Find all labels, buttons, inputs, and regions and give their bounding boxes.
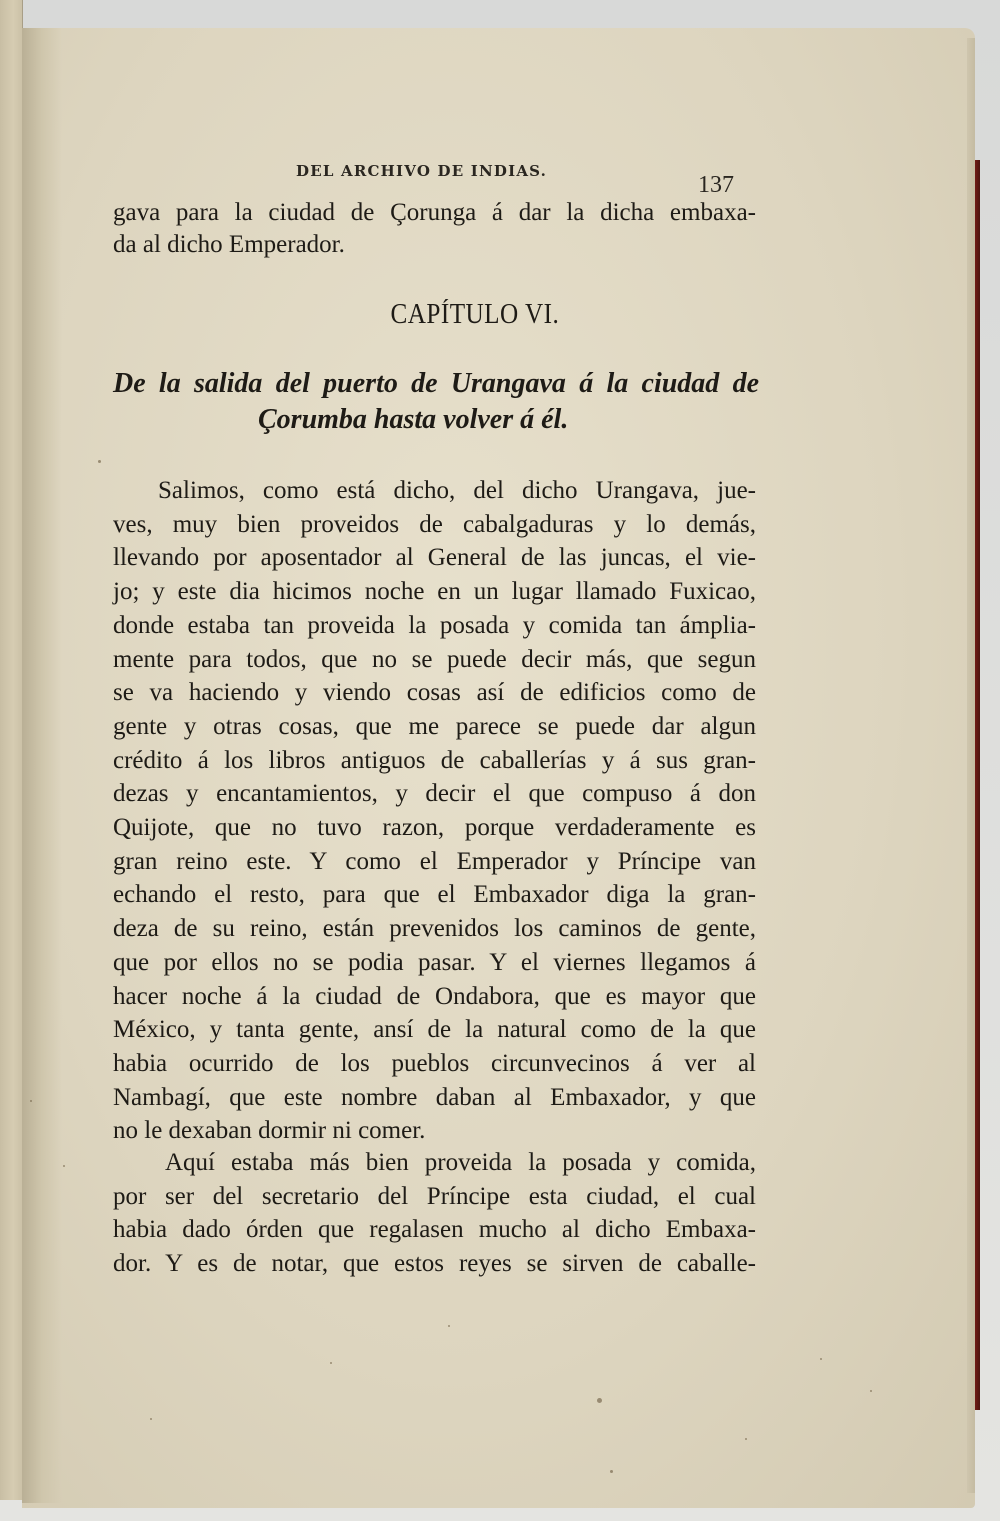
text-line: gava para la ciudad de Çorunga á dar la dicha embaxa- <box>113 199 756 226</box>
text-line: Salimos, como está dicho, del dicho Urangava, jue- <box>158 477 756 504</box>
text-line: ves, muy bien proveidos de cabalgaduras y lo demás, <box>113 510 756 538</box>
paper-speck <box>63 1165 65 1167</box>
paper-speck <box>150 1418 152 1420</box>
running-head: DEL ARCHIVO DE INDIAS. <box>296 162 548 180</box>
text-line: dezas y encantamientos, y decir el que compuso á don <box>113 780 756 808</box>
paper-speck <box>597 1398 602 1403</box>
text-line: echando el resto, para que el Embaxador diga la gran- <box>113 881 756 909</box>
paper-speck <box>30 1100 32 1102</box>
left-page-edge <box>0 0 23 1500</box>
text-line: se va haciendo y viendo cosas así de edificios como de <box>113 679 756 707</box>
text-line: deza de su reino, están prevenidos los caminos de gente, <box>113 915 756 943</box>
paper-speck <box>330 1362 332 1364</box>
text-line: crédito á los libros antiguos de caballerías y á sus gran- <box>113 746 756 774</box>
paper-speck <box>98 460 101 463</box>
text-line: gran reino este. Y como el Emperador y Príncipe van <box>113 847 756 875</box>
text-line: donde estaba tan proveida la posada y comida tan ámplia- <box>113 611 756 639</box>
paper-speck <box>448 1325 450 1327</box>
text-line: México, y tanta gente, ansí de la natural como de la que <box>113 1016 756 1044</box>
text-line: por ser del secretario del Príncipe esta ciudad, el cual <box>113 1182 756 1210</box>
chapter-title: CAPÍTULO VI. <box>390 299 560 330</box>
text-line: llevando por aposentador al General de las juncas, el vie- <box>113 544 756 572</box>
text-line: Quijote, que no tuvo razon, porque verdaderamente es <box>113 814 756 841</box>
text-line: Aquí estaba más bien proveida la posada y comida, <box>165 1149 756 1176</box>
paper-speck <box>870 1390 872 1392</box>
paper-speck <box>820 1358 822 1360</box>
text-line: gente y otras cosas, que me parece se puede dar algun <box>113 712 756 740</box>
page-number: 137 <box>698 172 734 198</box>
text-line: hacer noche á la ciudad de Ondabora, que es mayor que <box>113 982 756 1010</box>
chapter-subtitle-line: De la salida del puerto de Urangava á la ciudad de <box>113 368 759 399</box>
text-line: no le dexaban dormir ni comer. <box>113 1117 426 1145</box>
paper-speck <box>610 1470 613 1473</box>
text-line: habia ocurrido de los pueblos circunvecinos á ver al <box>113 1049 756 1077</box>
page-fore-edge <box>967 38 975 1493</box>
paper-speck <box>745 1438 747 1440</box>
text-line: dor. Y es de notar, que estos reyes se sirven de caballe- <box>113 1249 756 1277</box>
text-line: mente para todos, que no se puede decir más, que segun <box>113 645 756 673</box>
text-line: da al dicho Emperador. <box>113 231 345 258</box>
gutter-shadow <box>22 28 62 1503</box>
text-line: habia dado órden que regalasen mucho al dicho Embaxa- <box>113 1216 756 1243</box>
text-line: Nambagí, que este nombre daban al Embaxador, y que <box>113 1083 756 1111</box>
text-line: jo; y este dia hicimos noche en un lugar llamado Fuxicao, <box>113 578 756 606</box>
text-line: que por ellos no se podia pasar. Y el viernes llegamos á <box>113 948 756 976</box>
chapter-subtitle-line: Çorumba hasta volver á él. <box>258 404 569 435</box>
